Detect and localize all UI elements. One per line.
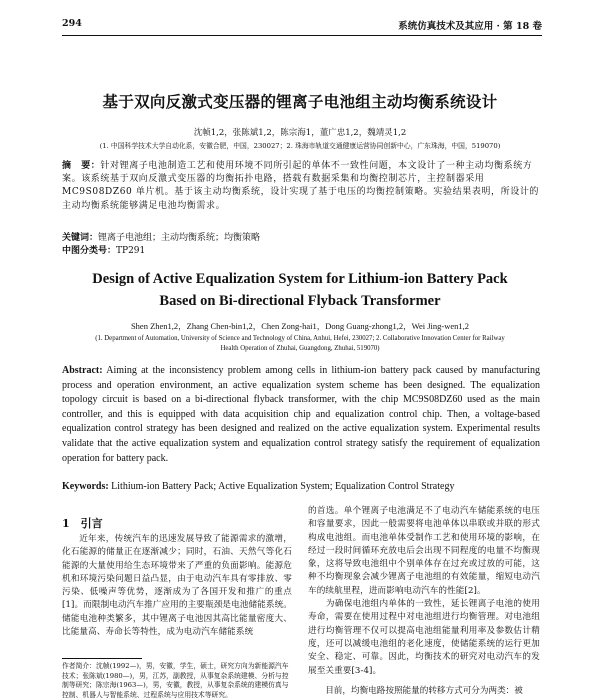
chinese-abstract-text: 针对锂离子电池制造工艺和使用环境不同所引起的单体不一致性问题，本文设计了一种主动均衡系统方案。该系统基于双向反激式变压器的均衡拓扑电路，搭载有数据采集和均衡控制芯片，主控制器采用 MC9S08DZ60 单片机。基于该主动均衡系统，设计实现了基于电压的均衡控制策略。实验结果表明，所设计的主动均衡系统能够满足电池均衡需求。	[62, 161, 540, 211]
english-keywords-text: Lithium-ion Battery Pack; Active Equalization System; Equalization Control Strategy	[111, 481, 455, 492]
english-title: Design of Active Equalization System for Lithium-ion Battery Pack Based on Bi-directional Flyback Transformer	[92, 271, 508, 309]
english-keywords	[62, 480, 540, 494]
chinese-keywords-text: 锂离子电池组；主动均衡系统；均衡策略	[98, 233, 261, 243]
section-heading: 1 引言	[62, 517, 103, 530]
footnote-rule	[62, 658, 142, 659]
journal-name: 系统仿真技术及其应用 · 第 18 卷	[398, 21, 542, 32]
chinese-clc	[62, 245, 540, 258]
header-rule	[62, 35, 542, 36]
chinese-keywords	[62, 232, 540, 245]
page-number: 294	[62, 18, 82, 29]
english-authors: Shen Zhen1,2，Zhang Chen-bin1,2，Chen Zong-hai1，Dong Guang-zhong1,2，Wei Jing-wen1,2	[130, 321, 470, 331]
english-abstract	[62, 364, 540, 466]
english-keywords-label: Keywords:	[62, 481, 109, 492]
chinese-title: 基于双向反激式变压器的锂离子电池组主动均衡系统设计	[102, 92, 498, 111]
chinese-abstract	[62, 160, 540, 213]
body-left-column: 近年来，传统汽车的迅速发展导致了能源需求的激增，化石能源的储量正在逐渐减少；同时，石油、天然气等化石能源的大量使用给生态环境带来了严重的负面影响。能源危机和环境污染问题日益凸显，由于电动汽车具有零排放、零污染、低噪声等优势，逐渐成为了各国开发和推广的重点[1]。而限制电动汽车推广应用的主要瓶颈是电池储能系统。储能电池种类繁多，其中锂离子电池因其高比能量密度大、比能量高、寿命长等特性，成为电动汽车储能系统	[62, 534, 292, 638]
english-affiliation: (1. Department of Automation, University of Science and Technology of China, Anhui, Hefei, 230027; 2. Collaborative Innovation Center for Railway Health Operation of Zhuhai, Guangdong, Zhuhai, 519070)	[95, 335, 505, 352]
chinese-abstract-label: 摘 要：	[62, 161, 101, 171]
english-abstract-label: Abstract:	[62, 365, 103, 376]
english-abstract-text: Aiming at the inconsistency problem among cells in lithium-ion battery pack caused by manufacturing process and operation environment, an active equalization system scheme has been designed. The equalization topology circuit is based on a bi-directional flyback transformer, with the chip MC9S08DZ60 used as the main controller, and this is equipped with data acquisition chip and equalization control chip. Then, a voltage-based equalization control strategy has been designed and realized on the active equalization system. Experimental results validate that the active equalization system and equalization control strategy satisfy the requirement of equalization operation for battery pack.	[62, 365, 540, 464]
body-right-column-tail: 目前，均衡电路按照能量的转移方式可分为两类：被	[325, 686, 523, 696]
author-footnote: 作者简介：沈帧(1992—)，男，安徽，学生，硕士，研究方向为新能源汽车技术；张陈斌(1980—)，男，江苏，副教授，从事复杂系统建模、分析与控制等研究；陈宗海(1963—)，男，安徽，教授，从事复杂系统的建模仿真与控制、机器人与智能系统、过程系统与应用技术等研究。	[62, 662, 289, 699]
body-right-column: 的首选。单个锂离子电池满足不了电动汽车储能系统的电压和容量要求，因此一般需要将电池单体以串联或并联的形式构成电池组。而电池单体受制作工艺和使用环境的影响，在经过一段时间循环充放电后会出现不同程度的电量不均衡现象，这将导致电池组中个别单体存在过充或过放的可能，这种不均衡现象会减少锂离子电池组的有效能量，缩短电动汽车的续航里程，进而影响电动汽车的性能[2]。 为确保电池组内单体的一致性，延长锂离子电池的使用寿命，需要在使用过程中对电池组进行均衡管理。对电池组进行均衡管理不仅可以提高电池组能量利用率及参数估计精度，还可以减缓电池组的老化速度，使储能系统的运行更加安全、稳定、可靠。因此，均衡技术的研究对电动汽车的发展至关重要[3-4]。	[308, 506, 540, 676]
running-header	[62, 18, 542, 32]
clc-value: TP291	[116, 246, 146, 256]
chinese-authors: 沈帧1,2，张陈斌1,2，陈宗海1，董广忠1,2，魏靖灵1,2	[193, 128, 407, 138]
clc-label: 中图分类号：	[62, 246, 117, 256]
chinese-keywords-label: 关键词：	[62, 233, 99, 243]
chinese-affiliation: (1. 中国科学技术大学自动化系，安徽合肥，中国，230027；2. 珠海市轨道交通健康运营协同创新中心，广东珠海，中国，519070)	[99, 142, 501, 150]
